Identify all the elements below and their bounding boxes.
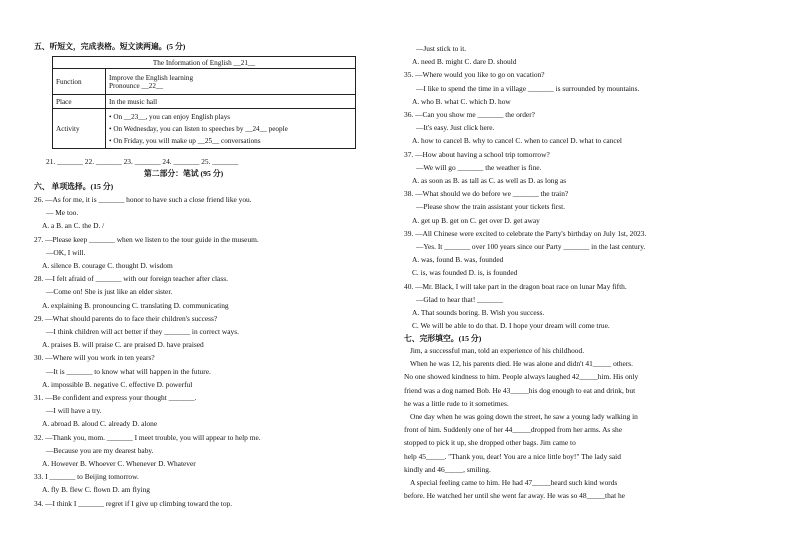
activity-line-3: • On Friday, you will make up __25__ conversations <box>109 136 261 145</box>
text-line: —Please show the train assistant your tickets first. <box>416 202 566 212</box>
text-line: 39. —All Chinese were excited to celebrate the Party's birthday on July 1st, 2023. <box>404 228 647 238</box>
section6-title: 六、 单项选择。(15 分) <box>34 182 114 191</box>
text-line: he was a little rude to it sometimes. <box>404 398 509 408</box>
text-line: stopped to pick it up, she dropped other bags. Jim came to <box>404 438 576 448</box>
text-line: A special feeling came to him. He had 47_____heard such kind words <box>410 478 618 487</box>
text-line: 27. —Please keep _______ when we listen to the tour guide in the museum. <box>34 234 259 244</box>
text-line: —I like to spend the time in a village _______ is surrounded by mountains. <box>416 83 640 93</box>
text-line: A. how to cancel B. why to cancel C. when to cancel D. what to cancel <box>412 136 622 146</box>
table-title: The Information of English __21__ <box>53 57 356 69</box>
text-line: —Because you are my dearest baby. <box>46 445 154 455</box>
text-line: C. We will be able to do that. D. I hope your dream will come true. <box>412 321 610 331</box>
text-line: A. abroad B. aloud C. already D. alone <box>42 419 158 429</box>
place-value: In the music hall <box>106 95 356 109</box>
text-line: A. explaining B. pronouncing C. translating D. communicating <box>42 300 229 310</box>
text-line: help 45_____. "Thank you, dear! You are a nice little boy!" The lady said <box>404 451 621 461</box>
text-line: —I think children will act better if they _______ in correct ways. <box>46 327 239 336</box>
text-line: 35. —Where would you like to go on vacation? <box>404 70 545 80</box>
text-line: — Me too. <box>46 208 79 218</box>
text-line: 28. —I felt afraid of _______ with our foreign teacher after class. <box>34 274 228 284</box>
text-line: 29. —What should parents do to face their children's success? <box>34 313 218 323</box>
text-line: A. get up B. get on C. get over D. get away <box>412 215 540 225</box>
text-line: When he was 12, his parents died. He was alone and didn't 41_____ others. <box>410 359 634 369</box>
text-line: 30. —Where will you work in ten years? <box>34 353 155 363</box>
text-line: A. need B. might C. dare D. should <box>412 57 517 67</box>
text-line: A. a B. an C. the D. / <box>42 221 105 231</box>
text-line: A. fly B. flew C. flown D. am flying <box>42 485 150 495</box>
section5-title: 五、听短文，完成表格。短文读两遍。(5 分) <box>34 42 186 51</box>
text-line: A. who B. what C. which D. how <box>412 96 511 106</box>
text-line: front of him. Suddenly one of her 44_____dropped from her arms. As she <box>404 425 622 435</box>
part2-title: 第二部分：笔试 (95 分) <box>144 169 224 178</box>
listening-info-table <box>52 56 356 149</box>
text-line: 40. —Mr. Black, I will take part in the dragon boat race on lunar May fifth. <box>404 281 627 291</box>
text-line: A. praises B. will praise C. are praised D. have praised <box>42 340 204 350</box>
text-line: —It's easy. Just click here. <box>416 123 495 133</box>
text-line: No one showed kindness to him. People always laughed 42_____him. His only <box>404 372 639 382</box>
text-line: 36. —Can you show me _______ the order? <box>404 110 535 119</box>
text-line: 26. —As for me, it is _______ honor to have such a close friend like you. <box>34 195 252 204</box>
row-label-activity: Activity <box>53 109 106 149</box>
text-line: A. was, found B. was, founded <box>412 255 504 265</box>
text-line: before. He watched her until she went far away. He was so 48_____that he <box>404 491 625 501</box>
section7-title: 七、完形填空。(15 分) <box>404 334 482 343</box>
text-line: —We will go _______ the weather is fine. <box>416 162 542 172</box>
text-line: A. silence B. courage C. thought D. wisdom <box>42 261 173 270</box>
text-line: C. is, was founded D. is, is founded <box>412 268 518 278</box>
text-line: A. impossible B. negative C. effective D. powerful <box>42 379 193 389</box>
text-line: —I will have a try. <box>46 406 102 416</box>
text-line: 38. —What should we do before we _______ the train? <box>404 189 569 199</box>
text-line: 33. I _______ to Beijing tomorrow. <box>34 472 139 482</box>
text-line: 32. —Thank you, mom. _______ I meet trouble, you will appear to help me. <box>34 432 261 442</box>
text-line: —OK, I will. <box>46 247 86 257</box>
activity-line-1: • On __23__, you can enjoy English plays <box>109 112 231 121</box>
answer-blanks-21-25: 21. _______ 22. _______ 23. _______ 24. _______ 25. _______ <box>46 157 239 166</box>
text-line: A. However B. Whoever C. Whenever D. Whatever <box>42 459 196 468</box>
text-line: —Yes. It _______ over 100 years since our Party _______ in the last century. <box>416 242 646 251</box>
row-label-function: Function <box>53 69 106 95</box>
text-line: 34. —I think I _______ regret if I give up climbing toward the top. <box>34 498 233 508</box>
text-line: 31. —Be confident and express your thought _______. <box>34 393 197 402</box>
text-line: A. as soon as B. as tall as C. as well as D. as long as <box>412 176 567 185</box>
text-line: One day when he was going down the street, he saw a young lady walking in <box>410 412 638 421</box>
text-line: —Just stick to it. <box>416 44 467 53</box>
text-line: —Glad to hear that! _______ <box>416 294 504 304</box>
text-line: Jim, a successful man, told an experience of his childhood. <box>410 346 585 355</box>
text-line: 37. —How about having a school trip tomorrow? <box>404 149 550 159</box>
text-line: —Come on! She is just like an elder sister. <box>46 287 173 297</box>
activity-line-2: • On Wednesday, you can listen to speeches by __24__ people <box>109 124 288 133</box>
function-line-1: Improve the English learning <box>109 73 194 82</box>
text-line: kindly and 46_____, smiling. <box>404 464 491 474</box>
text-line: —It is _______ to know what will happen in the future. <box>46 366 211 376</box>
function-line-2: Pronounce __22__ <box>109 81 164 90</box>
text-line: friend was a dog named Bob. He 43_____his dog enough to eat and drink, but <box>404 385 636 395</box>
row-label-place: Place <box>53 95 106 109</box>
text-line: A. That sounds boring. B. Wish you success. <box>412 308 545 317</box>
